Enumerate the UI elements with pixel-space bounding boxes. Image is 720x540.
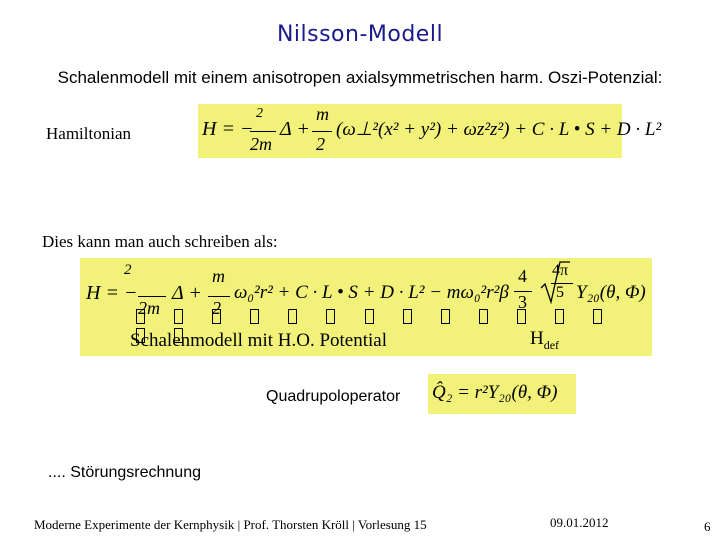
missing-glyph-icon bbox=[326, 309, 335, 324]
missing-glyph-icon bbox=[517, 309, 526, 324]
brace-label-sub: def bbox=[543, 337, 560, 352]
quadrupole-equation-box bbox=[428, 374, 576, 414]
hamiltonian-rest: (ω⊥²(x² + y²) + ωz²z²) + C · L • S + D · L² bbox=[336, 119, 662, 140]
missing-glyph-icon bbox=[250, 309, 259, 324]
hamiltonian-lhs: H = − bbox=[202, 118, 254, 140]
hamiltonian-equation-box bbox=[198, 104, 662, 158]
page-number: 6 bbox=[704, 519, 711, 534]
missing-glyph-icon bbox=[212, 309, 221, 324]
hamiltonian-frac2-den: 2 bbox=[316, 134, 325, 154]
hamiltonian-frac1-bar bbox=[250, 131, 276, 132]
hamiltonian-label: Hamiltonian bbox=[46, 124, 131, 143]
rewrite-sqrt-num: 4π bbox=[552, 262, 569, 279]
rewrite-frac1-den: 2m bbox=[138, 298, 160, 318]
brace-label-shell-model: Schalenmodell mit H.O. Potential bbox=[130, 330, 387, 351]
rewrite-mid2: ω₀²r² + C · L • S + D · L² − mω₀²r²β bbox=[234, 282, 509, 303]
rewrite-tail: Y₂₀(θ, Φ) bbox=[576, 282, 646, 303]
rewrite-mid1: Δ + bbox=[172, 282, 202, 304]
hamiltonian-frac2-bar bbox=[312, 131, 332, 132]
missing-glyph-icon bbox=[403, 309, 412, 324]
brace-label-hdef bbox=[530, 328, 559, 353]
rewrite-sqrt-den: 5 bbox=[556, 284, 564, 301]
slide-title: Nilsson-Modell bbox=[276, 22, 444, 47]
quadrupole-label: Quadrupoloperator bbox=[266, 388, 401, 405]
rewrite-frac1-bar bbox=[138, 296, 166, 297]
rewrite-frac1-num: 2 bbox=[124, 262, 132, 278]
missing-glyph-icon bbox=[479, 309, 488, 324]
missing-glyph-icon bbox=[593, 309, 602, 324]
brace-label-h: H bbox=[530, 328, 544, 349]
missing-glyph-icon bbox=[288, 309, 297, 324]
rewrite-frac3-den: 3 bbox=[518, 292, 527, 312]
quadrupole-equation: Q̂₂ = r²Y₂₀(θ, Φ) bbox=[432, 382, 558, 403]
rewrite-label: Dies kann man auch schreiben als: bbox=[42, 232, 278, 251]
hamiltonian-delta: Δ + bbox=[280, 118, 310, 140]
perturbation-note: .... Störungsrechnung bbox=[48, 464, 201, 481]
footer-date: 09.01.2012 bbox=[550, 515, 609, 530]
missing-glyph-icon bbox=[441, 309, 450, 324]
missing-glyph-icon bbox=[174, 309, 183, 324]
hamiltonian-frac1-den: 2m bbox=[250, 134, 272, 154]
slide-subtitle: Schalenmodell mit einem anisotropen axialsymmetrischen harm. Oszi-Potenzial: bbox=[57, 68, 663, 87]
hamiltonian-frac1-num: 2 bbox=[256, 106, 263, 121]
rewrite-frac2-bar bbox=[208, 296, 230, 297]
missing-glyph-icon bbox=[136, 309, 145, 324]
hamiltonian-frac2-num: m bbox=[316, 104, 329, 124]
rewrite-lhs: H = − bbox=[86, 282, 138, 304]
rewrite-equation-box bbox=[80, 258, 652, 356]
rewrite-frac3-num: 4 bbox=[518, 266, 527, 286]
missing-glyph-icon bbox=[365, 309, 374, 324]
missing-glyph-icon bbox=[555, 309, 564, 324]
rewrite-frac2-den: 2 bbox=[212, 298, 221, 318]
rewrite-frac2-num: m bbox=[212, 266, 225, 286]
footer-text: Moderne Experimente der Kernphysik | Prof. Thorsten Kröll | Vorlesung 15 bbox=[34, 517, 427, 532]
